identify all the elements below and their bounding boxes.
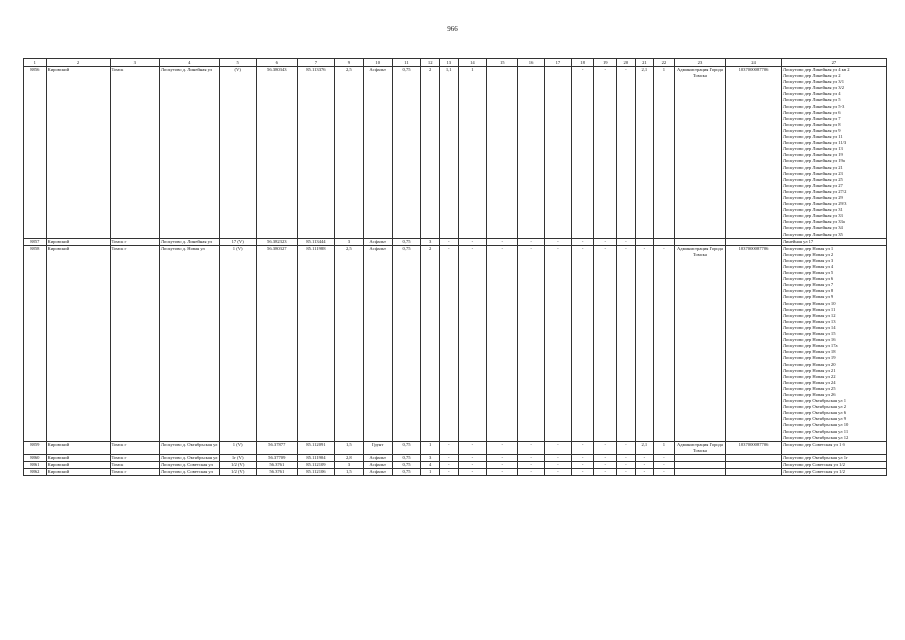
col13-cell: -	[439, 441, 458, 454]
col19-cell: -	[594, 245, 617, 441]
address-line: Лоскутово дер Новая ул 13	[782, 318, 836, 324]
surface-cell: Грунт	[363, 441, 392, 454]
ogrn-cell	[726, 462, 782, 469]
latitude-cell: 56.3761	[256, 462, 297, 469]
address-line: Лоскутово дер Советская ул 1 б	[782, 441, 845, 447]
col18-cell: -	[571, 441, 594, 454]
address-line: Лоскутово дер Октябрьская ул 2	[782, 404, 846, 410]
type-cell: (V)	[219, 67, 256, 239]
district-cell: Кировский	[46, 245, 110, 441]
ogrn-cell	[726, 454, 782, 461]
col12-cell: 1	[421, 441, 440, 454]
col21-cell: -	[635, 454, 654, 461]
width-cell: 2,8	[334, 454, 363, 461]
surface-cell: Асфальт	[363, 238, 392, 245]
owner-cell	[674, 469, 725, 476]
address-line: Лоскутово дер Линейная ул 9	[782, 127, 841, 133]
col16-cell: -	[518, 462, 545, 469]
latitude-cell: 56.382323	[256, 238, 297, 245]
address-line: Лоскутово дер Линейная ул 23	[782, 170, 843, 176]
col20-cell: -	[617, 67, 636, 239]
col19-cell: -	[594, 67, 617, 239]
address-line: Лоскутово дер Линейная ул 25	[782, 176, 843, 182]
surface-cell: Асфальт	[363, 454, 392, 461]
col22-cell: -	[654, 469, 675, 476]
address-line: Линейная ул 17	[782, 238, 814, 244]
col22-cell: -	[654, 245, 675, 441]
address-line: Лоскутово дер Линейная ул 7	[782, 115, 841, 121]
latitude-cell: 56.37877	[256, 441, 297, 454]
col15-cell: -	[487, 462, 518, 469]
address-line: Лоскутово дер Новая ул 2	[782, 251, 834, 257]
page-number: 966	[447, 25, 458, 33]
address-line: Лоскутово дер Новая ул 19	[782, 355, 836, 361]
col19-cell: -	[594, 441, 617, 454]
address-line: Лоскутово дер Линейная ул 27	[782, 182, 843, 188]
address-line: Лоскутово дер Линейная ул 5-3	[782, 103, 845, 109]
header-cell: 1	[24, 59, 47, 67]
col15-cell	[487, 67, 518, 239]
table-row	[24, 238, 887, 245]
col13-cell: -	[439, 454, 458, 461]
header-cell: 20	[617, 59, 636, 67]
col14-cell: -	[458, 441, 487, 454]
address-line: Лоскутово дер Новая ул 18	[782, 349, 836, 355]
address-line: Лоскутово дер Новая ул 9	[782, 294, 834, 300]
latitude-cell: 56.3761	[256, 469, 297, 476]
header-cell: 15	[487, 59, 518, 67]
address-line: Лоскутово дер Новая ул 20	[782, 361, 836, 367]
longitude-cell: 85.113444	[297, 238, 334, 245]
longitude-cell: 85.112109	[297, 462, 334, 469]
table-row	[24, 462, 887, 469]
table-row	[24, 67, 887, 239]
street-cell: Лоскутово д. Советская ул	[159, 462, 219, 469]
address-line: Лоскутово дер Линейная ул 33	[782, 213, 843, 219]
col15-cell: -	[487, 245, 518, 441]
col21-cell: -	[635, 245, 654, 441]
col13-cell: -	[439, 462, 458, 469]
address-line: Лоскутово дер Октябрьская ул 12	[782, 434, 849, 440]
address-line: Лоскутово дер Линейная ул 29	[782, 194, 843, 200]
header-cell: 6	[256, 59, 297, 67]
address-line: Лоскутово дер Новая ул 8	[782, 288, 834, 294]
col12-cell: 3	[421, 454, 440, 461]
address-line: Лоскутово дер Октябрьская ул 1	[782, 398, 846, 404]
col18-cell: -	[571, 245, 594, 441]
address-line: Лоскутово дер Новая ул 7	[782, 282, 834, 288]
area-cell: 0,75	[392, 238, 421, 245]
col17-cell: -	[544, 245, 571, 441]
col15-cell: -	[487, 441, 518, 454]
address-line: Лоскутово дер Новая ул 22	[782, 373, 836, 379]
col12-cell: 2	[421, 245, 440, 441]
surface-cell: Асфальт	[363, 245, 392, 441]
address-line: Лоскутово дер Линейная ул 4 кв 2	[782, 67, 850, 72]
col17-cell: -	[544, 462, 571, 469]
row-number: 8857	[24, 238, 47, 245]
address-line: Лоскутово дер Линейная ул 31	[782, 207, 843, 213]
street-cell: Лоскутово д. Советская ул	[159, 469, 219, 476]
city-cell: Томск	[110, 67, 159, 239]
width-cell: 3	[334, 462, 363, 469]
col14-cell: -	[458, 469, 487, 476]
col21-cell: -	[635, 469, 654, 476]
col13-cell: -	[439, 238, 458, 245]
address-line: Лоскутово дер Октябрьская ул 1г	[782, 454, 848, 460]
col22-cell: -	[654, 462, 675, 469]
header-cell: 7	[297, 59, 334, 67]
col16-cell: -	[518, 245, 545, 441]
col16-cell	[518, 67, 545, 239]
address-line: Лоскутово дер Линейная ул 21	[782, 164, 843, 170]
owner-cell: Администрация Города Томска	[674, 245, 725, 441]
address-line: Лоскутово дер Новая ул 6	[782, 276, 834, 282]
city-cell: Томск	[110, 462, 159, 469]
area-cell: 0,75	[392, 462, 421, 469]
col18-cell: -	[571, 454, 594, 461]
city-cell: Томск г	[110, 441, 159, 454]
col16-cell: -	[518, 238, 545, 245]
address-line: Лоскутово дер Линейная ул 34	[782, 225, 843, 231]
header-cell: 21	[635, 59, 654, 67]
district-cell: Кировский	[46, 67, 110, 239]
district-cell: Кировский	[46, 469, 110, 476]
longitude-cell: 85.113376	[297, 67, 334, 239]
table-row	[24, 245, 887, 441]
row-number: 8861	[24, 462, 47, 469]
addresses-cell	[781, 469, 886, 476]
col14-cell: -	[458, 238, 487, 245]
col15-cell: -	[487, 238, 518, 245]
row-number: 8862	[24, 469, 47, 476]
header-cell: 16	[518, 59, 545, 67]
surface-cell: Асфальт	[363, 469, 392, 476]
col17-cell: -	[544, 454, 571, 461]
type-cell: 1/2 (V)	[219, 462, 256, 469]
col12-cell: 2	[421, 67, 440, 239]
col18-cell: -	[571, 462, 594, 469]
col12-cell: 4	[421, 462, 440, 469]
address-line: Лоскутово дер Линейная ул 33а	[782, 219, 845, 225]
longitude-cell: 85.111904	[297, 454, 334, 461]
col18-cell: -	[571, 238, 594, 245]
owner-cell	[674, 238, 725, 245]
header-cell: 2	[46, 59, 110, 67]
city-cell: Томск г	[110, 454, 159, 461]
district-cell: Кировский	[46, 441, 110, 454]
city-cell: Томск г	[110, 469, 159, 476]
col17-cell: -	[544, 441, 571, 454]
col21-cell	[635, 238, 654, 245]
col20-cell: -	[617, 238, 636, 245]
addresses-cell	[781, 238, 886, 245]
col17-cell: -	[544, 469, 571, 476]
row-number: 8859	[24, 441, 47, 454]
col22-cell: 1	[654, 441, 675, 454]
header-row	[24, 59, 887, 67]
col12-cell: 1	[421, 469, 440, 476]
street-cell: Лоскутово д. Октябрьская ул	[159, 441, 219, 454]
address-line: Лоскутово дер Линейная ул 3/2	[782, 85, 845, 91]
address-line: Лоскутово дер Новая ул 11	[782, 306, 836, 312]
col14-cell: 1	[458, 67, 487, 239]
col19-cell: -	[594, 454, 617, 461]
street-cell: Лоскутово д. Линейная ул	[159, 238, 219, 245]
width-cell: 1,5	[334, 469, 363, 476]
street-cell: Лоскутово д. Октябрьская ул	[160, 454, 218, 460]
address-line: Лоскутово дер Новая ул 26	[782, 391, 836, 397]
header-cell: 17	[544, 59, 571, 67]
row-number: 8858	[24, 245, 47, 441]
address-line: Лоскутово дер Новая ул 16	[782, 337, 836, 343]
area-cell: 0,75	[392, 245, 421, 441]
address-line: Лоскутово дер Линейная ул 27/2	[782, 188, 847, 194]
header-cell: 13	[439, 59, 458, 67]
owner-cell	[674, 454, 725, 461]
ogrn-cell: 1037000087706	[726, 245, 782, 441]
address-line: Лоскутово дер Линейная ул 29/3	[782, 201, 847, 207]
district-cell: Кировский	[46, 454, 110, 461]
header-cell: 22	[654, 59, 675, 67]
header-cell: 14	[458, 59, 487, 67]
district-cell: Кировский	[46, 238, 110, 245]
district-cell: Кировский	[46, 462, 110, 469]
street-cell: Лоскутово д. Новая ул	[159, 245, 219, 441]
row-number: 8860	[24, 454, 47, 461]
col19-cell: -	[594, 462, 617, 469]
latitude-cell: 56.380327	[256, 245, 297, 441]
header-cell: 27	[781, 59, 886, 67]
latitude-cell: 56.37709	[256, 454, 297, 461]
addresses-cell	[781, 454, 886, 461]
width-cell: 3	[334, 238, 363, 245]
address-line: Лоскутово дер Линейная ул 3/1	[782, 79, 845, 85]
header-cell: 10	[363, 59, 392, 67]
city-cell: Томск г	[110, 238, 159, 245]
address-line: Лоскутово дер Новая ул 4	[782, 264, 834, 269]
header-cell: 24	[726, 59, 782, 67]
col16-cell: -	[518, 469, 545, 476]
address-line: Лоскутово дер Линейная ул 4	[782, 91, 841, 97]
longitude-cell: 85.111988	[297, 245, 334, 441]
ogrn-cell	[726, 469, 782, 476]
register-table	[23, 58, 887, 476]
address-line: Лоскутово дер Линейная ул 13	[782, 146, 843, 152]
col19-cell: -	[594, 469, 617, 476]
col21-cell: 2,1	[635, 441, 654, 454]
longitude-cell: 85.112106	[297, 469, 334, 476]
ogrn-cell: 1037000087706	[726, 441, 782, 454]
col22-cell: -	[654, 454, 675, 461]
addresses-cell	[781, 441, 886, 454]
address-line: Лоскутово дер Новая ул 24	[782, 379, 836, 385]
table-row	[24, 469, 887, 476]
col20-cell: -	[617, 245, 636, 441]
col22-cell: 1	[654, 67, 675, 239]
address-line: Лоскутово дер Линейная ул 6	[782, 109, 841, 115]
address-line: Лоскутово дер Октябрьская ул 11	[782, 428, 849, 434]
row-number: 8856	[24, 67, 47, 239]
address-line: Лоскутово дер Новая ул 12	[782, 312, 836, 318]
owner-cell: Администрация Города Томска	[674, 67, 725, 239]
addresses-cell	[781, 462, 886, 469]
address-line: Лоскутово дер Советская ул 1/2	[782, 462, 845, 467]
address-line: Лоскутово дер Линейная ул 5	[782, 97, 841, 103]
header-cell: 12	[421, 59, 440, 67]
header-cell: 5	[219, 59, 256, 67]
col20-cell: -	[617, 469, 636, 476]
type-cell: 1/2 (V)	[219, 469, 256, 476]
col13-cell: 1,1	[439, 67, 458, 239]
address-line: Лоскутово дер Октябрьская ул 9	[782, 416, 846, 422]
col14-cell: -	[458, 462, 487, 469]
col21-cell: -	[635, 462, 654, 469]
latitude-cell: 56.380343	[256, 67, 297, 239]
surface-cell: Асфальт	[363, 67, 392, 239]
col21-cell: 2,1	[635, 67, 654, 239]
col20-cell: -	[617, 462, 636, 469]
address-line: Лоскутово дер Октябрьская ул 10	[782, 422, 849, 428]
ogrn-cell	[726, 238, 782, 245]
address-line: Лоскутово дер Линейная ул 8	[782, 121, 841, 127]
header-cell: 11	[392, 59, 421, 67]
col15-cell: -	[487, 454, 518, 461]
street-cell: Лоскутово д. Линейная ул	[159, 67, 219, 239]
owner-cell: Администрация Города Томска	[674, 441, 725, 454]
address-line: Лоскутово дер Новая ул 1	[782, 245, 834, 251]
address-line: Лоскутово дер Новая ул 15	[782, 331, 836, 337]
address-line: Лоскутово дер Новая ул 3	[782, 257, 834, 263]
table-row	[24, 454, 887, 461]
header-cell: 4	[159, 59, 219, 67]
col13-cell: -	[439, 245, 458, 441]
header-cell: 19	[594, 59, 617, 67]
address-line: Лоскутово дер Новая ул 10	[782, 300, 836, 306]
address-line: Лоскутово дер Новая ул 25	[782, 385, 836, 391]
col19-cell: -	[594, 238, 617, 245]
header-cell: 23	[674, 59, 725, 67]
col16-cell: -	[518, 441, 545, 454]
surface-cell: Асфальт	[363, 462, 392, 469]
col20-cell: -	[617, 441, 636, 454]
longitude-cell: 85.112091	[297, 441, 334, 454]
col14-cell: -	[458, 245, 487, 441]
address-line: Лоскутово дер Линейная ул 11	[782, 134, 843, 140]
address-line: Лоскутово дер Линейная ул 19а	[782, 158, 845, 164]
address-line: Лоскутово дер Новая ул 21	[782, 367, 836, 373]
address-line: Лоскутово дер Новая ул 17а	[782, 343, 838, 349]
table-row	[24, 441, 887, 454]
width-cell: 2,5	[334, 245, 363, 441]
col20-cell: -	[617, 454, 636, 461]
width-cell: 1,5	[334, 441, 363, 454]
address-line: Лоскутово дер Линейная ул 11/3	[782, 140, 847, 146]
col17-cell	[544, 67, 571, 239]
type-cell: 1г (V)	[219, 454, 256, 461]
col17-cell: -	[544, 238, 571, 245]
header-cell: 9	[334, 59, 363, 67]
area-cell: 0,75	[392, 454, 421, 461]
address-line: Лоскутово дер Советская ул 1/2	[782, 469, 845, 475]
address-line: Лоскутово дер Новая ул 5	[782, 270, 834, 276]
width-cell: 2,5	[334, 67, 363, 239]
header-cell: 18	[571, 59, 594, 67]
owner-cell	[674, 462, 725, 469]
area-cell: 0,75	[392, 441, 421, 454]
type-cell: 1 (V)	[219, 441, 256, 454]
address-line: Лоскутово дер Линейная ул 35	[782, 231, 843, 237]
col16-cell: -	[518, 454, 545, 461]
addresses-cell	[781, 245, 886, 441]
type-cell: 1 (V)	[219, 245, 256, 441]
city-cell: Томск г	[110, 245, 159, 441]
addresses-cell	[781, 67, 886, 239]
col15-cell: -	[487, 469, 518, 476]
ogrn-cell: 1037000087706	[726, 67, 782, 239]
col14-cell: -	[458, 454, 487, 461]
header-cell: 3	[110, 59, 159, 67]
address-line: Лоскутово дер Новая ул 14	[782, 324, 836, 330]
area-cell: 0,75	[392, 67, 421, 239]
area-cell: 0,75	[392, 469, 421, 476]
type-cell: 17 (V)	[219, 238, 256, 245]
address-line: Лоскутово дер Линейная ул 19	[782, 152, 843, 158]
address-line: Лоскутово дер Октябрьская ул 6	[782, 410, 846, 416]
col13-cell: -	[439, 469, 458, 476]
col18-cell: -	[571, 469, 594, 476]
col12-cell: 3	[421, 238, 440, 245]
address-line: Лоскутово дер Линейная ул 2	[782, 73, 841, 79]
col18-cell: -	[571, 67, 594, 239]
col22-cell	[654, 238, 675, 245]
